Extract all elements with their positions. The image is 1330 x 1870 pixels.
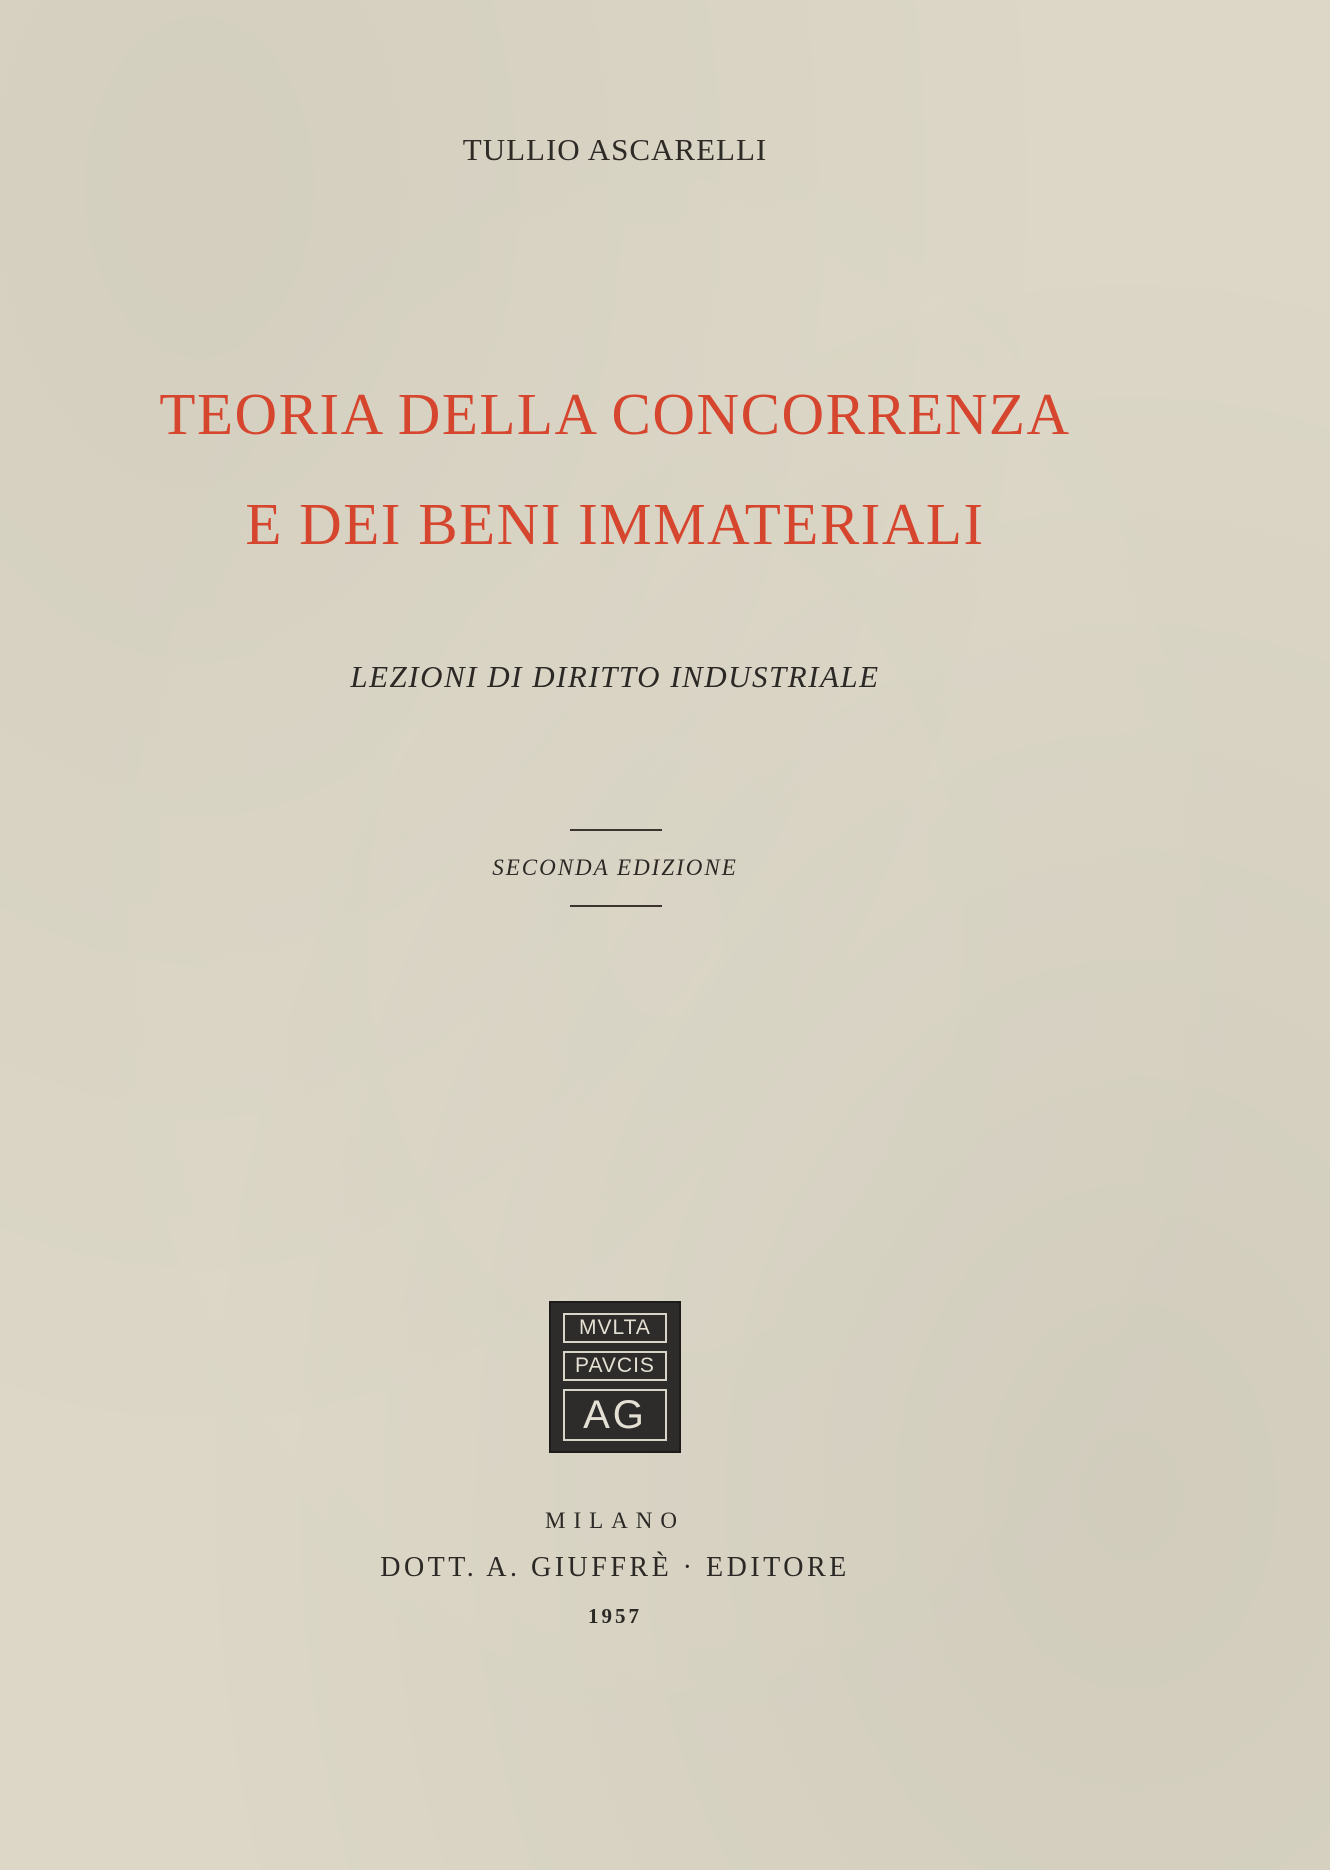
- imprint-publisher: DOTT. A. GIUFFRÈ · EDITORE: [380, 1552, 850, 1583]
- divider-top: [570, 829, 662, 831]
- publisher-logo: [549, 1301, 681, 1453]
- logo-initials: AG: [563, 1389, 667, 1441]
- book-title-line-2: E DEI BENI IMMATERIALI: [245, 491, 985, 557]
- book-title-line-1: TEORIA DELLA CONCORRENZA: [159, 381, 1071, 447]
- imprint-year: 1957: [588, 1604, 642, 1628]
- book-subtitle: LEZIONI DI DIRITTO INDUSTRIALE: [350, 659, 880, 694]
- imprint-city: MILANO: [545, 1508, 685, 1533]
- author-name: TULLIO ASCARELLI: [462, 132, 768, 167]
- edition-label: SECONDA EDIZIONE: [492, 855, 738, 880]
- divider-bottom: [570, 905, 662, 907]
- logo-text-multa: MVLTA: [563, 1313, 667, 1343]
- logo-text-paucis: PAVCIS: [563, 1351, 667, 1381]
